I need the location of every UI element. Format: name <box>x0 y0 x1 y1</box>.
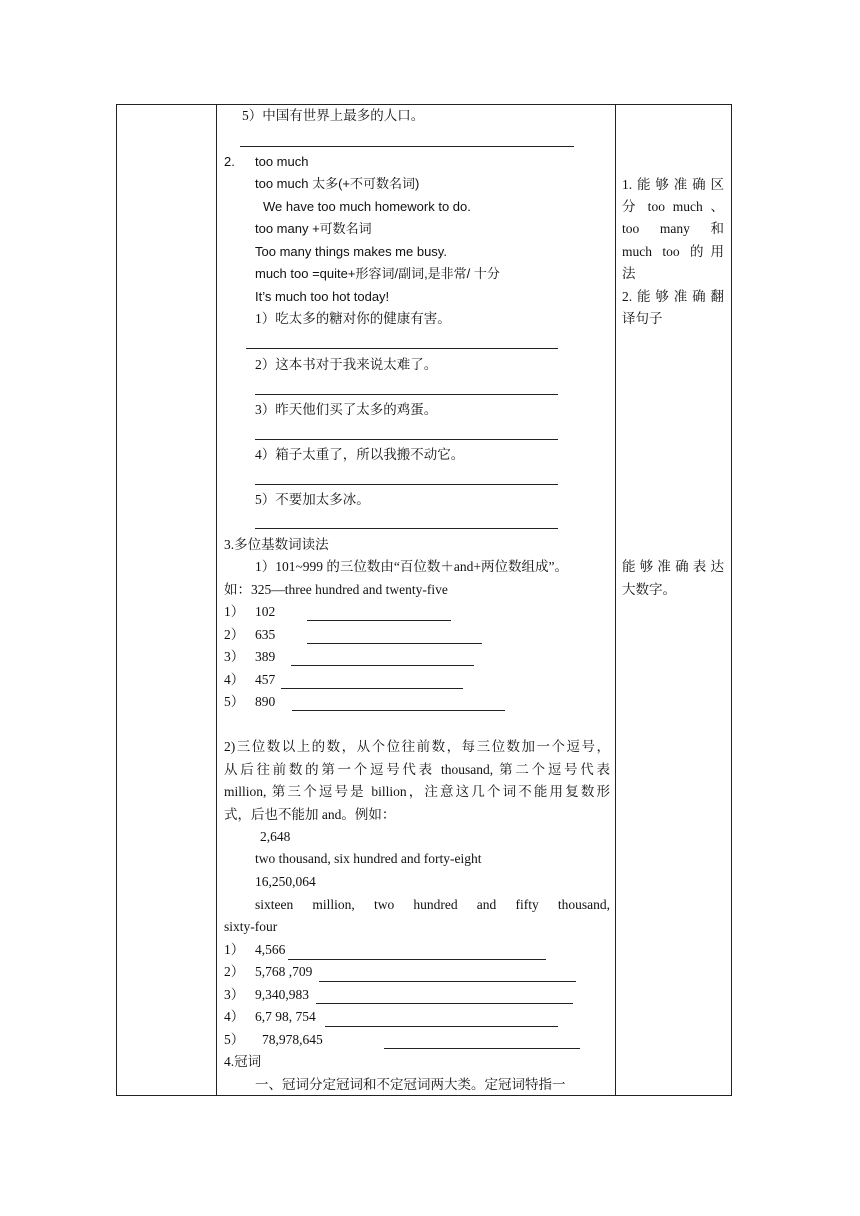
example-words: sixty-four <box>224 919 278 934</box>
objective-text: 2.能够准确翻 <box>622 289 724 304</box>
rule-text: much too =quite+形容词/副词,是非常/ 十分 <box>255 266 500 281</box>
rule-example: 如：325—three hundred and twenty-five <box>224 582 448 597</box>
column-divider <box>615 104 616 1096</box>
answer-line[interactable] <box>292 710 505 711</box>
translation-item: 3）昨天他们买了太多的鸡蛋。 <box>255 402 438 417</box>
exercise-number: 3） <box>224 649 245 664</box>
answer-line[interactable] <box>288 959 546 960</box>
example-number: 2,648 <box>260 829 291 844</box>
exercise-value: 5,768 ,709 <box>255 964 313 979</box>
exercise-value: 389 <box>255 649 276 664</box>
answer-line[interactable] <box>240 146 574 147</box>
exercise-number: 5） <box>224 694 245 709</box>
answer-line[interactable] <box>291 665 474 666</box>
answer-line[interactable] <box>384 1048 580 1049</box>
section-heading: 4.冠词 <box>224 1054 262 1069</box>
exercise-number: 1） <box>224 604 245 619</box>
example-words: two thousand, six hundred and forty-eight <box>255 851 482 866</box>
exercise-value: 6,7 98, 754 <box>255 1009 316 1024</box>
rule-text: too many +可数名词 <box>255 221 372 236</box>
rule-text: 从后往前数的第一个逗号代表 thousand, 第二个逗号代表 <box>224 762 610 777</box>
example-sentence: It’s much too hot today! <box>255 289 390 304</box>
section-heading: too much <box>255 154 309 169</box>
exercise-value: 635 <box>255 627 276 642</box>
exercise-value: 4,566 <box>255 942 286 957</box>
rule-text: million, 第三个逗号是 billion，注意这几个词不能用复数形 <box>224 784 610 799</box>
answer-line[interactable] <box>281 688 463 689</box>
answer-line[interactable] <box>316 1003 573 1004</box>
exercise-number: 2） <box>224 627 245 642</box>
objective-text: 大数字。 <box>622 582 676 597</box>
section-heading: 3.多位基数词读法 <box>224 537 329 552</box>
exercise-number: 4） <box>224 672 245 687</box>
exercise-number: 3） <box>224 987 245 1002</box>
exercise-value: 9,340,983 <box>255 987 309 1002</box>
answer-line[interactable] <box>255 528 558 529</box>
translation-item: 5）不要加太多冰。 <box>255 492 370 507</box>
answer-line[interactable] <box>307 643 482 644</box>
answer-line[interactable] <box>307 620 451 621</box>
objective-text: 分 too much 、 <box>622 199 724 214</box>
exercise-number: 1） <box>224 942 245 957</box>
example-sentence: Too many things makes me busy. <box>255 244 447 259</box>
exercise-number: 2） <box>224 964 245 979</box>
objective-text: 能够准确表达 <box>622 559 724 574</box>
section-number: 2. <box>224 154 235 169</box>
objective-text: too many 和 <box>622 221 724 236</box>
example-number: 16,250,064 <box>255 874 316 889</box>
translation-item: 4）箱子太重了，所以我搬不动它。 <box>255 447 465 462</box>
exercise-value: 78,978,645 <box>262 1032 323 1047</box>
answer-line[interactable] <box>255 394 558 395</box>
rule-text: 一、冠词分定冠词和不定冠词两大类。定冠词特指一 <box>255 1077 566 1092</box>
translation-item: 1）吃太多的糖对你的健康有害。 <box>255 311 451 326</box>
answer-line[interactable] <box>255 439 558 440</box>
answer-line[interactable] <box>255 484 558 485</box>
rule-text: too much 太多(+不可数名词) <box>255 176 420 191</box>
objective-text: much too 的用 <box>622 244 724 259</box>
objective-text: 法 <box>622 266 636 281</box>
exercise-number: 4） <box>224 1009 245 1024</box>
exercise-value: 890 <box>255 694 276 709</box>
exercise-value: 102 <box>255 604 276 619</box>
exercise-value: 457 <box>255 672 276 687</box>
example-sentence: We have too much homework to do. <box>263 199 471 214</box>
rule-text: 2)三位数以上的数，从个位往前数，每三位数加一个逗号， <box>224 739 610 754</box>
exercise-number: 5） <box>224 1032 245 1047</box>
objective-text: 1.能够准确区 <box>622 177 724 192</box>
objective-text: 译句子 <box>622 311 663 326</box>
answer-line[interactable] <box>319 981 576 982</box>
rule-text: 式，后也不能加 and。例如： <box>224 807 396 822</box>
column-divider <box>216 104 217 1096</box>
translation-item: 2）这本书对于我来说太难了。 <box>255 357 438 372</box>
answer-line[interactable] <box>325 1026 558 1027</box>
rule-text: 1）101~999 的三位数由“百位数＋and+两位数组成”。 <box>255 559 569 574</box>
answer-line[interactable] <box>246 348 558 349</box>
example-words: sixteen million, two hundred and fifty thousand, <box>255 897 610 912</box>
left-column-cell <box>117 105 215 1095</box>
translation-item: 5）中国有世界上最多的人口。 <box>242 108 425 123</box>
